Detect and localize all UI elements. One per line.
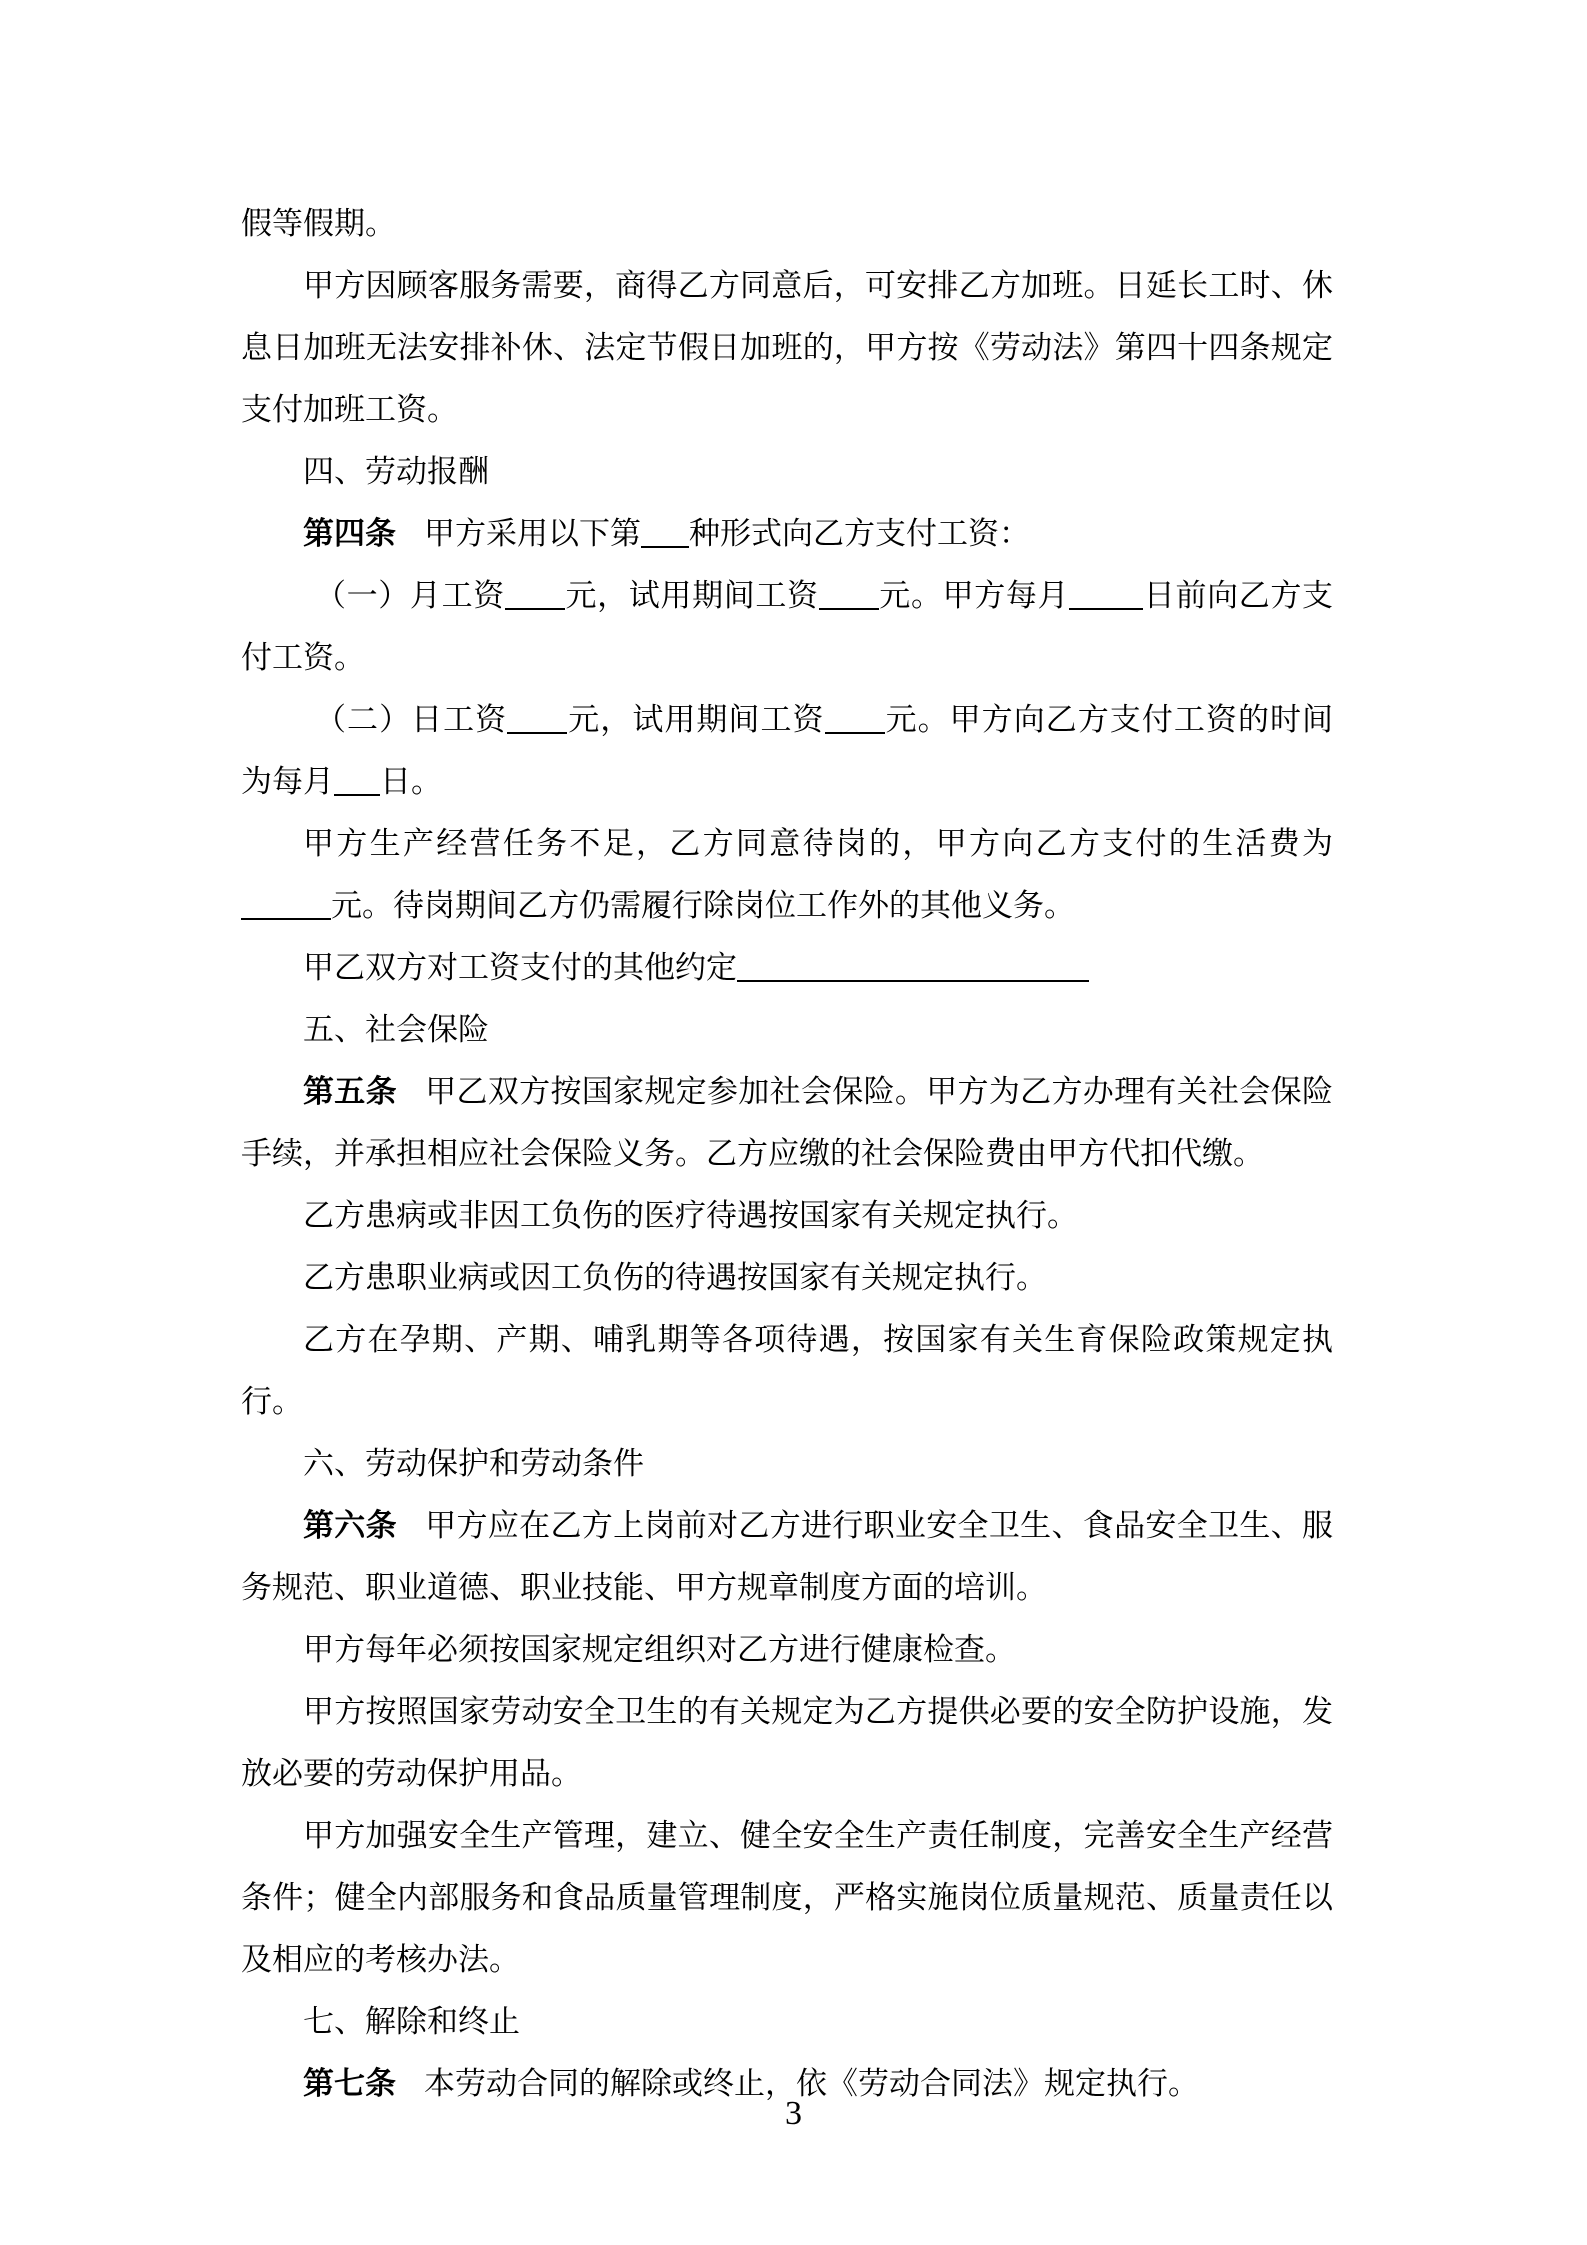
paragraph-monthly-wage bbox=[241, 565, 1333, 689]
text-safety-equipment: 甲方按照国家劳动安全卫生的有关规定为乙方提供必要的安全防护设施，发放必要的劳动保护用品。 bbox=[241, 1694, 1333, 1792]
text-daily-wage-c: 元。甲方向乙方支付工资的时间为每月 bbox=[241, 702, 1334, 800]
blank-monthly-pay-day[interactable] bbox=[1069, 580, 1143, 610]
heading-insurance: 五、社会保险 bbox=[303, 1012, 489, 1048]
blank-daily-probation-wage[interactable] bbox=[825, 704, 885, 734]
text-injury: 乙方患职业病或因工负伤的待遇按国家有关规定执行。 bbox=[303, 1260, 1047, 1296]
text-monthly-wage-d: 日前向乙方支付工资。 bbox=[241, 578, 1334, 676]
article-4-text-pre: 甲方采用以下第 bbox=[424, 516, 641, 552]
page-number: 3 bbox=[785, 2095, 802, 2132]
blank-other-agreement[interactable] bbox=[737, 952, 1089, 982]
text-monthly-wage-c: 元。甲方每月 bbox=[878, 578, 1070, 614]
text-safety-management: 甲方加强安全生产管理，建立、健全安全生产责任制度，完善安全生产经营条件；健全内部服务和食品质量管理制度，严格实施岗位质量规范、质量责任以及相应的考核办法。 bbox=[241, 1818, 1333, 1978]
heading-remuneration: 四、劳动报酬 bbox=[303, 454, 489, 490]
text-maternity: 乙方在孕期、产期、哺乳期等各项待遇，按国家有关生育保险政策规定执行。 bbox=[241, 1322, 1333, 1420]
paragraph-safety-equipment bbox=[241, 1681, 1333, 1805]
article-5 bbox=[241, 1061, 1333, 1185]
text-daily-wage-d: 日。 bbox=[380, 764, 442, 800]
text-standby-b: 元。待岗期间乙方仍需履行除岗位工作外的其他义务。 bbox=[331, 888, 1075, 924]
text-monthly-wage-b: 元，试用期间工资 bbox=[564, 578, 819, 614]
article-6 bbox=[241, 1495, 1333, 1619]
article-6-label: 第六条 bbox=[303, 1508, 397, 1544]
article-6-text: 甲方应在乙方上岗前对乙方进行职业安全卫生、食品安全卫生、服务规范、职业道德、职业技能、甲方规章制度方面的培训。 bbox=[241, 1508, 1333, 1606]
paragraph-standby bbox=[241, 813, 1333, 937]
paragraph-other-agreement bbox=[241, 937, 1333, 999]
article-4 bbox=[241, 503, 1333, 565]
paragraph-daily-wage bbox=[241, 689, 1333, 813]
text-overtime: 甲方因顾客服务需要，商得乙方同意后，可安排乙方加班。日延长工时、休息日加班无法安排补休、法定节假日加班的，甲方按《劳动法》第四十四条规定支付加班工资。 bbox=[241, 268, 1333, 428]
text-holiday-tail: 假等假期。 bbox=[241, 206, 396, 242]
blank-daily-pay-day[interactable] bbox=[334, 766, 380, 796]
article-5-label: 第五条 bbox=[303, 1074, 397, 1110]
section-heading-insurance bbox=[241, 999, 1333, 1061]
blank-daily-wage[interactable] bbox=[507, 704, 567, 734]
section-heading-protection bbox=[241, 1433, 1333, 1495]
paragraph-injury bbox=[241, 1247, 1333, 1309]
blank-monthly-probation-wage[interactable] bbox=[819, 580, 879, 610]
text-other-agreement: 甲乙双方对工资支付的其他约定 bbox=[303, 950, 737, 986]
text-health-check: 甲方每年必须按国家规定组织对乙方进行健康检查。 bbox=[303, 1632, 1016, 1668]
text-daily-wage-a: （二）日工资 bbox=[315, 702, 508, 738]
text-standby-a: 甲方生产经营任务不足，乙方同意待岗的，甲方向乙方支付的生活费为 bbox=[303, 826, 1333, 862]
heading-termination: 七、解除和终止 bbox=[303, 2004, 520, 2040]
contract-body bbox=[241, 193, 1333, 2115]
paragraph-holiday-tail bbox=[241, 193, 1333, 255]
paragraph-overtime bbox=[241, 255, 1333, 441]
article-4-label: 第四条 bbox=[303, 516, 396, 552]
paragraph-health-check bbox=[241, 1619, 1333, 1681]
paragraph-maternity bbox=[241, 1309, 1333, 1433]
text-illness: 乙方患病或非因工负伤的医疗待遇按国家有关规定执行。 bbox=[303, 1198, 1078, 1234]
blank-living-allowance[interactable] bbox=[241, 890, 331, 920]
blank-monthly-wage[interactable] bbox=[505, 580, 565, 610]
section-heading-remuneration bbox=[241, 441, 1333, 503]
article-7-text: 本劳动合同的解除或终止，依《劳动合同法》规定执行。 bbox=[424, 2066, 1199, 2102]
paragraph-illness bbox=[241, 1185, 1333, 1247]
section-heading-termination bbox=[241, 1991, 1333, 2053]
article-5-text: 甲乙双方按国家规定参加社会保险。甲方为乙方办理有关社会保险手续，并承担相应社会保险义务。乙方应缴的社会保险费由甲方代扣代缴。 bbox=[241, 1074, 1333, 1172]
blank-wage-form[interactable] bbox=[641, 518, 689, 548]
article-4-text-post: 种形式向乙方支付工资： bbox=[689, 516, 1030, 552]
paragraph-safety-management bbox=[241, 1805, 1333, 1991]
heading-protection: 六、劳动保护和劳动条件 bbox=[303, 1446, 644, 1482]
text-daily-wage-b: 元，试用期间工资 bbox=[567, 702, 825, 738]
text-monthly-wage-a: （一）月工资 bbox=[315, 578, 505, 614]
article-7-label: 第七条 bbox=[303, 2066, 396, 2102]
